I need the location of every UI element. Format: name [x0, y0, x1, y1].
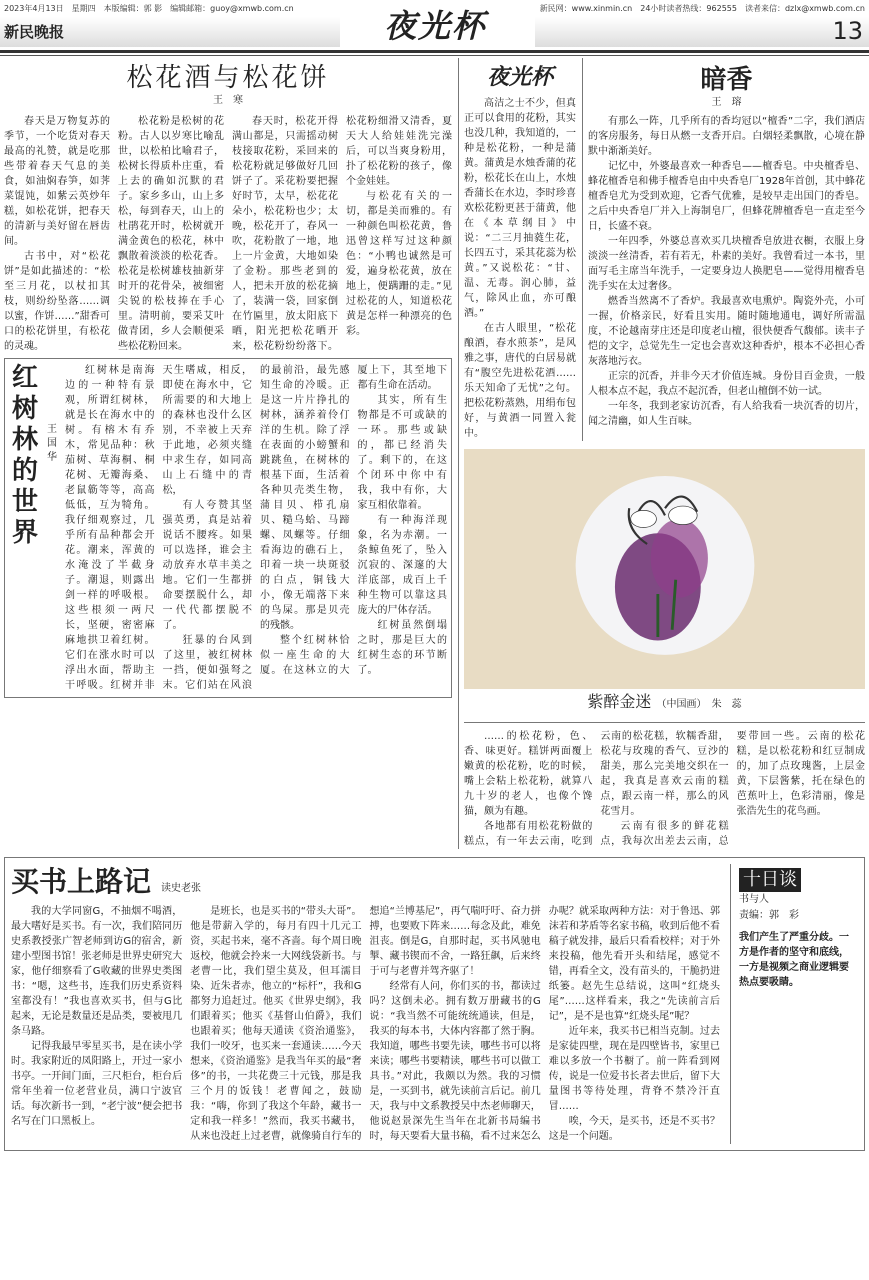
paragraph: 其实，所有生物都是不可或缺的一环。那些或缺的，都已经消失了。剩下的，在这个闭环中你中有我，我中有你，大家互相依靠着。	[357, 395, 447, 511]
header-rule-thin	[0, 55, 869, 56]
paragraph: 有人夸赞其坚强英勇，真是站着说话不腰疼。如果可以选择，谁会主动放弃水草丰美之地。它们一生都拼命要摆脱什么，却一代代都摆脱不了。	[162, 500, 252, 631]
paragraph: 燃香当然离不了香炉。我最喜欢电熏炉。陶瓷外壳，小可一握，价格亲民，好看且实用。随时随地通电，调好所需温度，不论越南芽庄还是印度老山檀，很快便香气馥郁。读丰子恺的文字，总觉先生一定也会喜欢这种香炉，根本不必担心香灰落地污衣。	[588, 296, 865, 367]
shiri-teaser: 我们产生了严重分歧。一方是作者的坚守和底线，一方是视频之商业逻辑要热点要吸睛。	[739, 932, 849, 988]
article-author: 王 瑢	[711, 97, 742, 108]
paragraph: 狂暴的台风到了这里，被红树林一挡，便如强弩之末。它们站在风浪的最前沿，最先感知生命的冷暖。正是这一片片挣扎的树林，涵养着伶仃洋的生机。除了浮在表面的小螃蟹和跳跳鱼，在树林的根基下面，生活着各种贝壳类生物，蒲目贝、栉孔扇贝、糙乌蛤、马蹄螺、凤螺等。仔细看海边的礁石上，印着一块一块斑驳的白点，铜钱大小，像无端落下来的鸟屎。那是贝壳的残骸。	[162, 365, 350, 691]
header-dateline: 2023年4月13日 星期四 本版编辑：郭 影 编辑邮箱：guoy@xmwb.com.cn	[4, 4, 294, 13]
paragraph: 在古人眼里，“松花酿酒，春水煎茶”，是风雅之事，唐代的白居易就有“腹空先进松花酒……乐天知命了无忧”之句。把松花粉蒸熟，用绢布包好，与黄酒一同置入瓮中。	[464, 323, 576, 439]
paragraph: ……的松花粉，色、香、味更好。糕饼两面覆上嫩黄的松花粉，吃的时候，嘴上会粘上松花粉，就算八九十岁的老人，也像个馋猫，颇为有趣。	[464, 731, 593, 817]
painting-title: 紫醉金迷	[587, 692, 652, 711]
paragraph: 整个红树林恰似一座生命的大厦。在这林立的大厦上下，其至地下都有生命在活动。	[260, 365, 447, 676]
paragraph: 唉，今天，是买书，还是不买书？这是一个问题。	[548, 1116, 720, 1142]
article-author: 读史老张	[161, 883, 202, 894]
paragraph: 记得我最早零星买书，是在读小学时。我家附近的凤阳路上，开过一家小书亭。一开间门面，三尺柜台，柜台后常年坐着一位老营业员，满口宁波官话。每次新书一到，“老宁波”便会把书名写在门口黑板上。	[11, 1041, 183, 1127]
article-title: 暗香	[700, 65, 753, 95]
newspaper-name: 新民晚报	[4, 23, 65, 41]
article-body	[11, 904, 720, 1144]
pine-continued	[464, 58, 576, 441]
books-main	[11, 864, 720, 1144]
paragraph: 记忆中，外婆最喜欢一种香皂——檀香皂。中央檀香皂、蜂花檀香皂和佛手檀香皂由中央香皂厂1928年首创，其中蜂花檀香皂尤为受到欢迎，它香气优雅，是较早走出国门的香皂。之后中央香皂厂并入上海制皂厂，但蜂花牌檀香皂一直走至今日，长盛不衰。	[588, 161, 865, 232]
article-body	[588, 114, 865, 429]
shiri-box	[730, 864, 858, 1144]
shiri-editor: 责编：郭 彩	[739, 910, 799, 921]
article-body	[4, 114, 452, 354]
paragraph: 经常有人问，你们买的书，都读过吗？这倒未必。拥有数万册藏书的G说：“我当然不可能统统通读，但是，我买的每本书，大体内容都了然于胸。我知道，哪些书要先读，哪些书可以将来读；哪些书要精读，哪些书可以做工具书。”对此，我颇以为然。我的习惯是，一买到书，就先读前言后记。前几天，我与中文系教授吴中杰老师聊天，他说赵景深先生当年在北新书局编书时，每天要看大量书稿，看不过来怎么办呢？就采取两种方法：对于鲁迅、郭沫若和茅盾等名家书稿，收到后他不看稿子就发排，最后只看看校样；对于外来投稿，他先看开头和结尾，感觉不错，再看全文，没有苗头的，干脆扔进纸篓。赵先生总结说，这叫“红烧头尾”……这样看来，我之“先读前言后记”，是不是也算“红烧头尾”呢？	[369, 906, 720, 1142]
paragraph: 与松花有关的一切，都是美而雅的。有一种颜色叫松花黄，鲁迅曾这样写过这种颜色：“小鸭也诚然是可爱，遍身松花黄，放在地上，便蹒跚的走。”见过松花的人，知道松花黄是怎样一种漂亮的色彩。	[346, 191, 452, 337]
article-mangrove	[4, 358, 452, 698]
paragraph: 松花粉是松树的花粉。古人以岁寒比喻乱世，以松柏比喻君子，松树长得质朴庄重，看上去的确如沉默的君子。家乡多山，山上多松，每到春天，山上的杜鹃花开时，松树就开满金黄色的松花，林中飘散着淡淡的松花香。松花是松树雄枝抽新芽时开的花骨朵，被细密尖锐的松枝捧在手心里。清明前，要采艾叶做青团，乡人会顺便采些松花粉回来。	[118, 116, 224, 352]
paragraph: 是班长，也是买书的“带头大哥”。他是带薪入学的，每月有四十几元工资，买起书来，毫不吝啬。每个周日晚返校，他就会拎来一大网线袋新书。与老曹一比，我们望尘莫及，但耳濡目染、近朱者赤，他立的“标杆”，我和G都努力追赶过。他买《世界史纲》，我们跟着买；他买《基督山伯爵》，我们也跟着买；他每天通读《资治通鉴》，我们一咬牙，也买来一套通读……今天想来，《资治通鉴》是我当年买的最“奢侈”的书，一共花费三十元钱，那是我三个月的饭钱！老曹闻之，鼓励我：“嗨，你到了我这个年龄，藏书一定和我一样多！”然而，我买书藏书，从来也没赶上过老曹，就像骑自行车的想追“兰博基尼”，再气喘吁吁、奋力拼搏，也要败下阵来……每念及此，难免沮丧。倒是G，自那时起，买书风驰电掣、藏书锲而不舍，一路狂飙，后来终于可与老曹并驾齐驱了！	[190, 906, 541, 1142]
painting-medium: （中国画）	[656, 699, 707, 710]
painting-caption	[464, 689, 865, 723]
paragraph: 高洁之士不少，但真正可以食用的花粉，其实也没几种，我知道的，一种是松花粉，一种是蒲黄。蒲黄是水烛香蒲的花粉，松花长在山上，水烛香蒲长在水边，李时珍喜欢松花粉更甚于蒲黄，他在《本草纲目》中说：“二三月抽蕤生花，长四五寸，采其花蕊为松黄。”又说松花：“甘、温、无毒。润心肺，益气，除风止血，亦可酿酒。”	[464, 98, 576, 319]
paragraph: 红树林是南海边的一种特有景观，所谓红树林，就是长在海水中的树。有榕木有乔木，常见品种：秋茄树、草海桐、桐花树、无瓣海桑、老鼠簕等等，高高低低，互为犄角。我仔细观察过，几乎所有品种都会开花。潮来，浑黄的水淹没了半截身子。潮退，则露出剑一样的呼吸根。这些根须一两尺长，坚硬，密密麻麻地拱卫着红树。它们在涨水时可以浮出水面，帮助主干呼吸。红树并非天生嗜咸，相反，即使在海水中，它所需要的和大地上的森林也没什么区别，不幸被上天弃于此地，必须夹缝中求生存，如同高山上石缝中的青松，	[65, 365, 252, 691]
paragraph: 春天时，松花开得满山都是，只需摇动树枝接取花粉，采回来的松花粉就足够做好几回饼子了。采花粉要把握好时节，太早，松花花朵小，松花粉也少；太晚，松花开了，春风一吹，花粉散了一地，地上一片金黄，大地如染了金粉。那些老到的人，把未开放的松花摘了，装满一袋，回家倒在竹匾里，放太阳底下晒，阳光把松花晒开来，松花粉纷纷落下。松花粉细滑又清香，夏天大人给娃娃洗完澡后，可以当爽身粉用，扑了松花粉的孩子，像个金娃娃。	[232, 116, 452, 352]
masthead-band-right	[535, 17, 869, 47]
right-row	[464, 58, 865, 441]
paragraph: 云南有很多的鲜花糕点，我每次出差去云南，总要带回一些。云南的松花糕，是以松花粉和红豆制成的，加了点玫瑰酱，上层金黄，下层酱紫，托在绿色的芭蕉叶上，色彩清丽，像是张浩先生的花鸟画。	[600, 731, 865, 847]
shiri-topic: 书与人	[739, 894, 769, 905]
article-books	[4, 857, 865, 1151]
shiri-title: 十日谈	[739, 868, 801, 892]
paragraph: 红树虽然倒塌之时，那是巨大的红树生态的环节断了。	[357, 620, 447, 676]
header-rule	[0, 50, 869, 53]
paragraph: 古书中，对“松花饼”是如此描述的：“松至三月花，以杖扣其枝，则纷纷坠落……调以蜜，作饼……”甜香可口的松花饼里，有松花的灵魂。	[4, 251, 110, 352]
page-header	[0, 0, 869, 58]
article-pine	[4, 58, 452, 354]
paragraph: 春天是万物复苏的季节，一个吃货对春天最高的礼赞，就是吃那些带着春天气息的美食，如油焖春笋，如荠菜馄饨，如紫云英炒年糕，如松花饼，把春天的清新与美好留在唇齿间。	[4, 116, 110, 247]
section-logo: 夜光杯	[383, 7, 486, 45]
paragraph: 一年四季，外婆总喜欢买几块檀香皂放进衣橱，衣服上身淡淡一丝清香，若有若无，朴素的美好。我曾看过一本书，里面写毛主席当年洗手，一定要身边人换肥皂——觉得用檀香皂洗手实在太过奢侈。	[588, 236, 865, 292]
left-column	[4, 58, 452, 849]
header-contact: 新民网：www.xinmin.cn 24小时读者热线：962555 读者来信：dzlx@xmwb.com.cn	[539, 4, 865, 13]
article-column	[464, 96, 576, 441]
article-title-vertical: 红树林的世界	[11, 363, 38, 548]
article-author: 王国华	[47, 424, 57, 463]
painting-author: 朱 蕊	[711, 699, 742, 710]
paragraph: 我的大学同窗G，不抽烟不喝酒，最大嗜好是买书。有一次，我们陪同历史系教授张广智老师到访G的宿舍，新建小型图书馆！张老师是世界史研究大家，他仔细察看了G收藏的世界史类图书：“嗯，这些书，连我们历史系资料室都没有！”我也喜欢买书，但与G比起来，无论是数量还是品类，要被甩几条马路。	[11, 906, 183, 1037]
article-author: 王 寒	[213, 95, 243, 106]
section-logo-art: 夜光杯	[486, 64, 553, 90]
main-content	[0, 58, 869, 849]
article-head	[4, 58, 452, 114]
article-anxiang	[582, 58, 865, 441]
painting-image	[464, 449, 865, 689]
flower-painting	[535, 451, 795, 687]
paragraph: 正宗的沉香，并非今天才价值连城。身份目百金贵，一般人根本点不起，我点不起沉香，但老山檀倒不妨一试。	[588, 371, 865, 397]
page-number: 13	[832, 17, 863, 45]
paragraph: 有那么一阵，几乎所有的香均冠以“檀香”二字，我们酒店的客房服务，每日从燃一支香开启。白烟轻柔飘散，心境在静默中渐渐美好。	[588, 116, 865, 157]
paragraph: 有一种海洋现象，名为赤潮。一条鲸鱼死了，坠入沉寂的、深邃的大洋底部，成百上千种生物可以靠这具庞大的尸体存活。	[357, 515, 447, 616]
paragraph: 近年来，我买书已相当克制。过去是家徒四壁，现在是四壁皆书，家里已难以多放一个书橱了。前一阵看到网传，说是一位爱书长者去世后，留下大量图书等待处理，背脊不禁冷汗直冒……	[548, 1026, 720, 1112]
article-title: 买书上路记	[11, 865, 152, 898]
paragraph: 一年冬，我到老家访沉香，有人给我看一块沉香的切片，闻之清幽，如人生百味。	[588, 401, 865, 427]
article-body	[65, 363, 447, 693]
paragraph: 各地都有用松花粉做的糕点，有一年去云南，吃到云南的松花糕，软糯香甜，松花与玫瑰的香气、豆沙的甜美，那么完美地交织在一起，我真是喜欢云南的糕点，跟云南一样，那么的风花雪月。	[464, 731, 729, 847]
article-head	[11, 864, 720, 900]
article-title: 松花酒与松花饼	[126, 63, 330, 93]
right-column	[458, 58, 865, 849]
article-ending	[464, 723, 865, 849]
